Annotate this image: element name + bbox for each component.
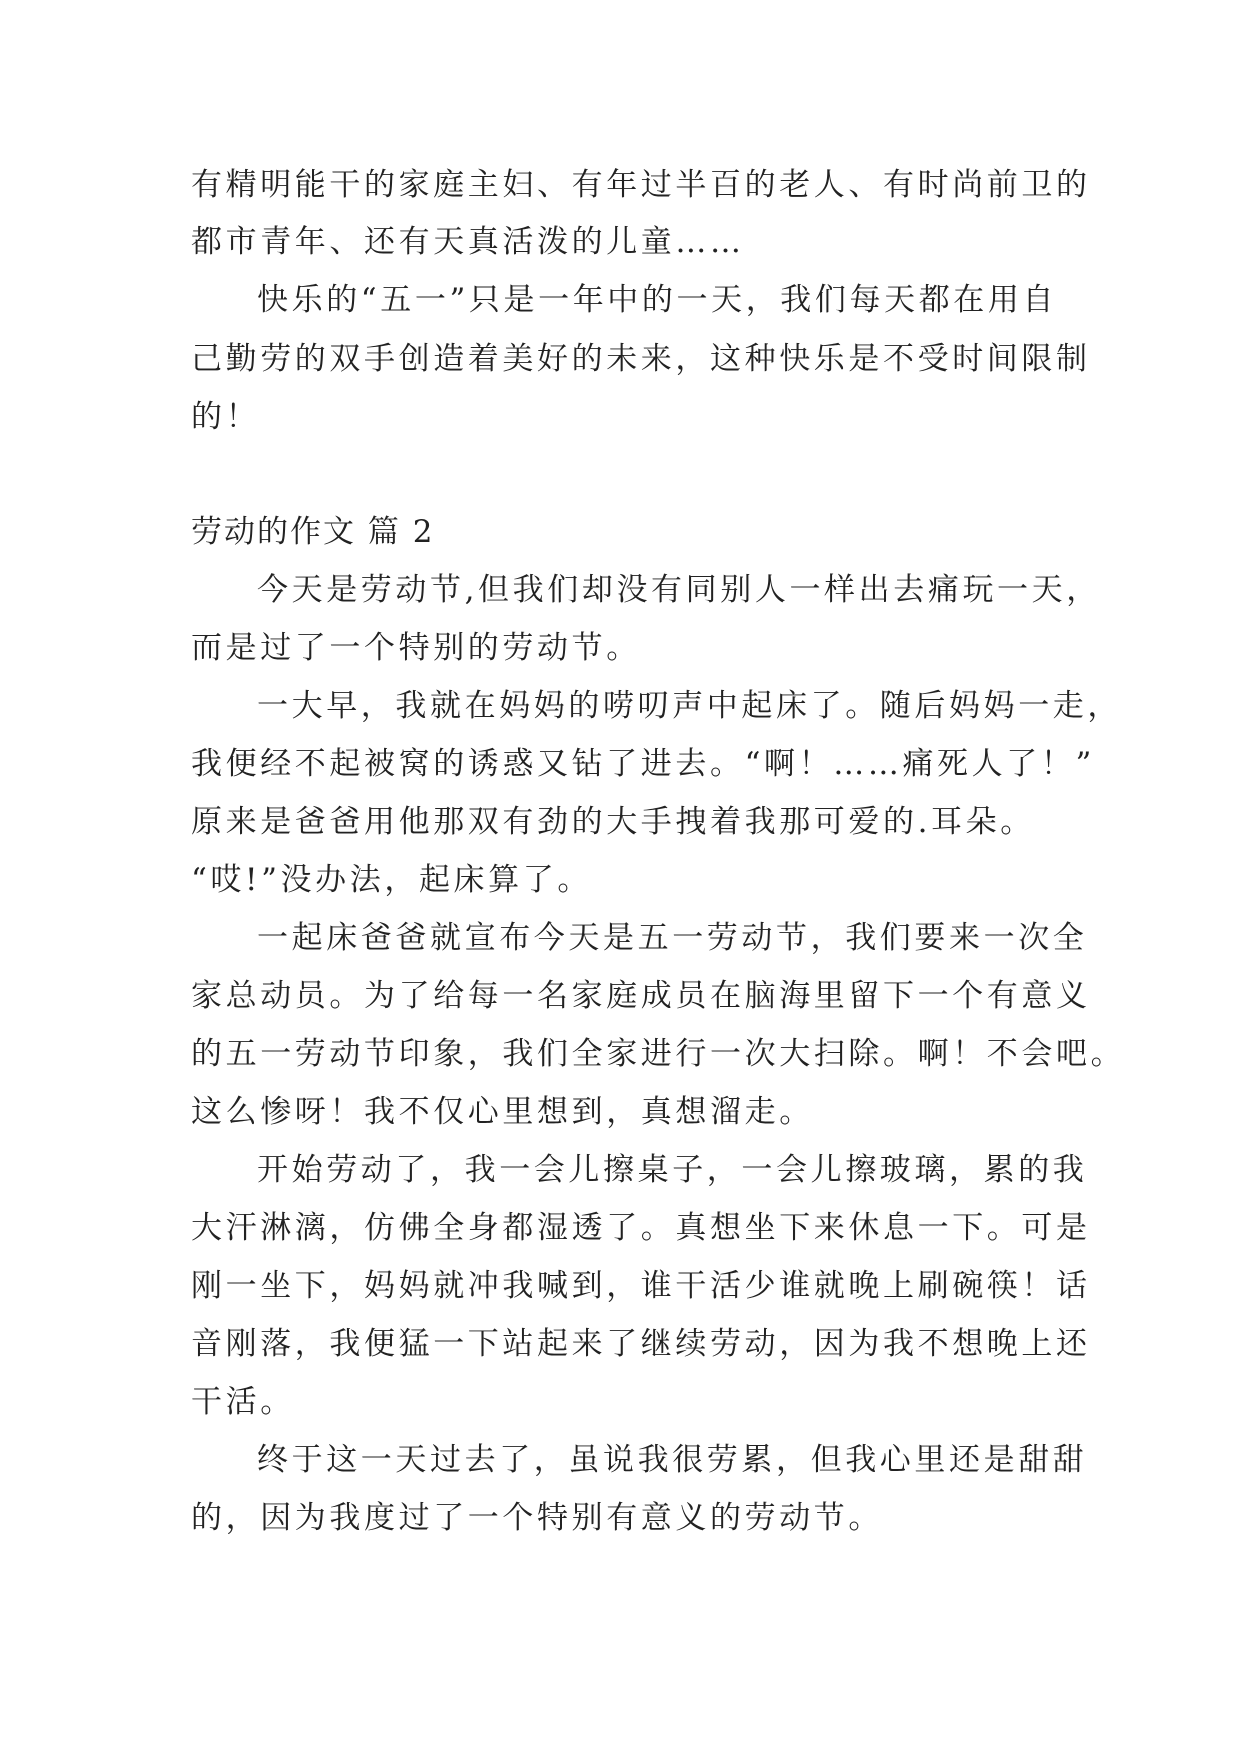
text-line: 的五一劳动节印象，我们全家进行一次大扫除。啊！不会吧。 [191, 1036, 1126, 1072]
text-line: 刚一坐下，妈妈就冲我喊到，谁干活少谁就晚上刷碗筷！话 [191, 1268, 1091, 1304]
text-line: 原来是爸爸用他那双有劲的大手拽着我那可爱的.耳朵。 [191, 804, 1035, 840]
text-line: 这么惨呀！我不仅心里想到，真想溜走。 [191, 1094, 814, 1130]
text-line: 家总动员。为了给每一名家庭成员在脑海里留下一个有意义 [191, 978, 1091, 1014]
text-line: 音刚落，我便猛一下站起来了继续劳动，因为我不想晚上还 [191, 1326, 1091, 1362]
text-line: 都市青年、还有天真活泼的儿童…… [191, 224, 745, 260]
text-line: 的！ [191, 399, 261, 435]
paragraph-start-line: 开始劳动了，我一会儿擦桌子，一会儿擦玻璃，累的我 [257, 1152, 1088, 1188]
text-line: 有精明能干的家庭主妇、有年过半百的老人、有时尚前卫的 [191, 167, 1091, 203]
text-line: 干活。 [191, 1384, 295, 1420]
text-line: “哎!”没办法，起床算了。 [191, 862, 592, 898]
text-line: 大汗淋漓，仿佛全身都湿透了。真想坐下来休息一下。可是 [191, 1210, 1091, 1246]
text-line: 的，因为我度过了一个特别有意义的劳动节。 [191, 1500, 883, 1536]
paragraph-start-line: 快乐的“五一”只是一年中的一天，我们每天都在用自 [257, 282, 1058, 318]
paragraph-start-line: 今天是劳动节,但我们却没有同别人一样出去痛玩一天， [257, 572, 1101, 608]
paragraph-start-line: 一大早，我就在妈妈的唠叨声中起床了。随后妈妈一走， [257, 688, 1122, 724]
paragraph-start-line: 终于这一天过去了，虽说我很劳累，但我心里还是甜甜 [257, 1442, 1088, 1478]
text-line: 而是过了一个特别的劳动节。 [191, 630, 641, 666]
text-line: 我便经不起被窝的诱惑又钻了进去。“啊！……痛死人了！” [191, 746, 1095, 782]
section-heading: 劳动的作文 篇 2 [191, 514, 435, 550]
text-line: 己勤劳的双手创造着美好的未来，这种快乐是不受时间限制 [191, 341, 1091, 377]
paragraph-start-line: 一起床爸爸就宣布今天是五一劳动节，我们要来一次全 [257, 920, 1088, 956]
